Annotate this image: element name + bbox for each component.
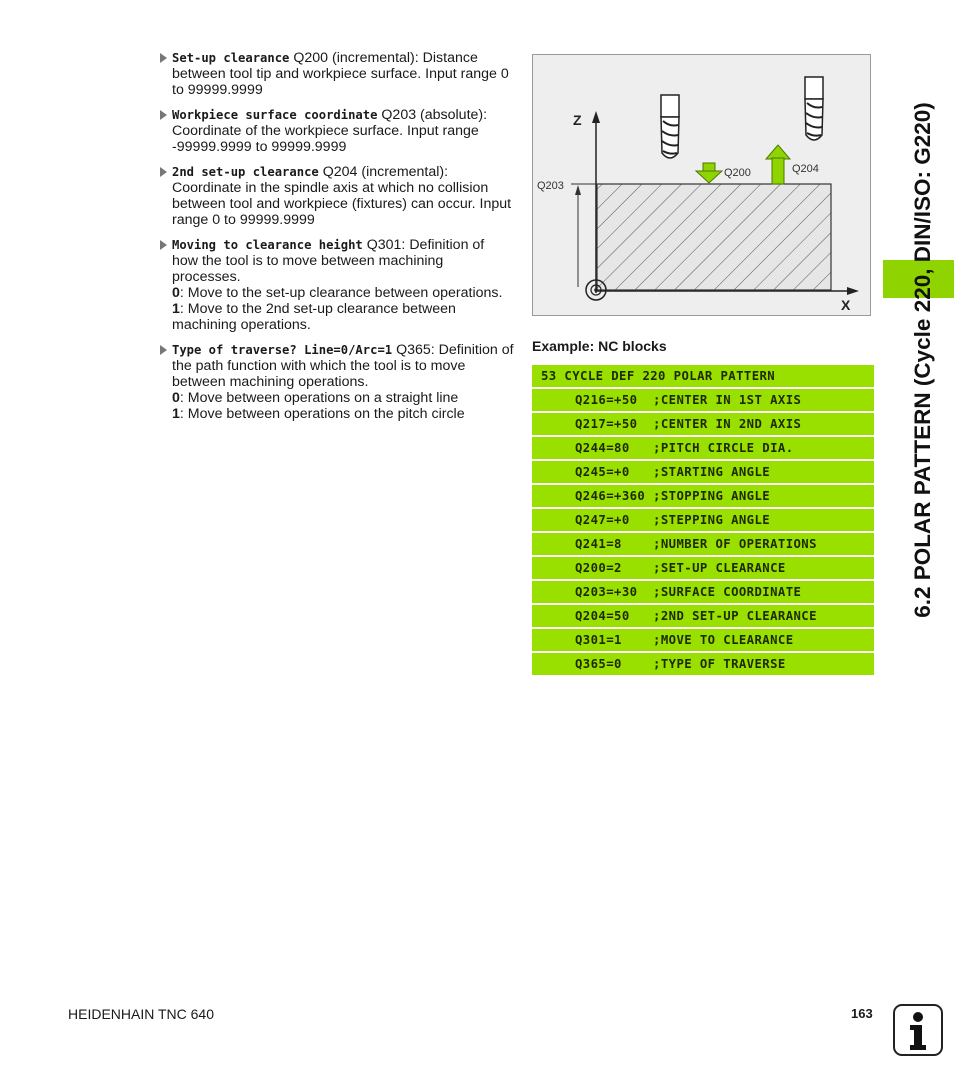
option-text: : Move between operations on the pitch circle bbox=[179, 406, 465, 422]
q204-label: Q204 bbox=[792, 163, 819, 175]
nc-q: Q365=0 bbox=[575, 657, 654, 671]
nc-block-listing bbox=[532, 365, 874, 677]
param-item bbox=[158, 107, 514, 155]
nc-q: Q217=+50 bbox=[575, 417, 654, 431]
param-option bbox=[172, 390, 514, 406]
x-axis-label: X bbox=[841, 297, 851, 313]
param-item bbox=[158, 237, 514, 333]
option-key: 1 bbox=[172, 406, 180, 422]
param-text: Q200 (incremental): Distance between tool tip and workpiece surface. Input range 0 to 99999.9999 bbox=[172, 50, 509, 98]
nc-q: Q203=+30 bbox=[575, 585, 654, 599]
nc-comment: ;NUMBER OF OPERATIONS bbox=[653, 537, 817, 551]
tool-left bbox=[661, 95, 679, 158]
option-text: : Move to the set-up clearance between operations. bbox=[179, 285, 503, 301]
bullet-triangle-icon bbox=[160, 240, 167, 250]
nc-q: Q241=8 bbox=[575, 537, 654, 551]
nc-row bbox=[532, 605, 874, 627]
param-item bbox=[158, 164, 514, 228]
nc-q: Q245=+0 bbox=[575, 465, 654, 479]
bullet-triangle-icon bbox=[160, 345, 167, 355]
nc-comment: ;CENTER IN 2ND AXIS bbox=[653, 417, 802, 431]
option-text: : Move to the 2nd set-up clearance between machining operations. bbox=[172, 301, 456, 333]
param-code: Moving to clearance height bbox=[172, 238, 363, 252]
nc-q: Q200=2 bbox=[575, 561, 654, 575]
nc-row bbox=[532, 413, 874, 435]
option-key: 1 bbox=[172, 301, 180, 317]
nc-row bbox=[532, 509, 874, 531]
param-item bbox=[158, 50, 514, 98]
nc-q: Q247=+0 bbox=[575, 513, 654, 527]
nc-q: Q301=1 bbox=[575, 633, 654, 647]
param-code: Set-up clearance bbox=[172, 51, 290, 65]
param-option bbox=[172, 406, 514, 422]
x-axis-arrow bbox=[847, 287, 859, 295]
info-icon bbox=[893, 1004, 943, 1056]
nc-row-header: 53 CYCLE DEF 220 POLAR PATTERN bbox=[532, 365, 874, 387]
nc-row bbox=[532, 461, 874, 483]
nc-comment: ;STEPPING ANGLE bbox=[653, 513, 771, 527]
q200-label: Q200 bbox=[724, 167, 751, 179]
cycle-diagram bbox=[532, 54, 871, 316]
nc-comment: ;TYPE OF TRAVERSE bbox=[653, 657, 786, 671]
param-text: Q365: Definition of the path function with which the tool is to move between machining operations. bbox=[172, 342, 514, 390]
nc-q: Q216=+50 bbox=[575, 393, 654, 407]
nc-row bbox=[532, 485, 874, 507]
nc-comment: ;STOPPING ANGLE bbox=[653, 489, 771, 503]
nc-comment: ;CENTER IN 1ST AXIS bbox=[653, 393, 802, 407]
nc-row bbox=[532, 557, 874, 579]
nc-row bbox=[532, 629, 874, 651]
nc-comment: ;STARTING ANGLE bbox=[653, 465, 771, 479]
nc-row bbox=[532, 437, 874, 459]
option-key: 0 bbox=[172, 285, 180, 301]
param-code: 2nd set-up clearance bbox=[172, 165, 319, 179]
page-number: 163 bbox=[851, 1006, 873, 1021]
nc-comment: ;PITCH CIRCLE DIA. bbox=[653, 441, 794, 455]
nc-comment: ;MOVE TO CLEARANCE bbox=[653, 633, 794, 647]
param-text: Q301: Definition of how the tool is to move between machining processes. bbox=[172, 237, 485, 285]
param-text: Q204 (incremental): Coordinate in the spindle axis at which no collision between tool and workpiece (fixtures) can occur. Input range 0 to 99999.9999 bbox=[172, 164, 512, 228]
param-code: Type of traverse? Line=0/Arc=1 bbox=[172, 343, 393, 357]
option-text: : Move between operations on a straight line bbox=[179, 390, 459, 406]
nc-row bbox=[532, 389, 874, 411]
q203-label: Q203 bbox=[537, 180, 564, 192]
z-axis-arrow bbox=[592, 111, 600, 123]
nc-comment: ;SET-UP CLEARANCE bbox=[653, 561, 786, 575]
param-option bbox=[172, 285, 514, 301]
nc-q: Q204=50 bbox=[575, 609, 654, 623]
option-key: 0 bbox=[172, 390, 180, 406]
q200-arrow-icon bbox=[696, 163, 722, 183]
nc-q: Q246=+360 bbox=[575, 489, 654, 503]
nc-q: Q244=80 bbox=[575, 441, 654, 455]
q204-arrow-icon bbox=[766, 145, 790, 184]
footer-product: HEIDENHAIN TNC 640 bbox=[68, 1006, 215, 1022]
workpiece bbox=[597, 184, 831, 290]
parameter-list bbox=[158, 50, 514, 431]
tool-right bbox=[805, 77, 823, 140]
param-option bbox=[172, 301, 514, 333]
nc-comment: ;SURFACE COORDINATE bbox=[653, 585, 802, 599]
nc-row bbox=[532, 653, 874, 675]
bullet-triangle-icon bbox=[160, 53, 167, 63]
bullet-triangle-icon bbox=[160, 110, 167, 120]
nc-row bbox=[532, 581, 874, 603]
param-text: Q203 (absolute): Coordinate of the workpiece surface. Input range -99999.9999 to 99999.9999 bbox=[172, 107, 488, 155]
nc-row bbox=[532, 533, 874, 555]
section-title-vertical: 6.2 POLAR PATTERN (Cycle 220, DIN/ISO: G220) bbox=[910, 102, 935, 618]
bullet-triangle-icon bbox=[160, 167, 167, 177]
z-axis-label: Z bbox=[573, 112, 582, 128]
param-code: Workpiece surface coordinate bbox=[172, 108, 378, 122]
param-item bbox=[158, 342, 514, 422]
example-title: Example: NC blocks bbox=[532, 338, 667, 354]
nc-comment: ;2ND SET-UP CLEARANCE bbox=[653, 609, 817, 623]
